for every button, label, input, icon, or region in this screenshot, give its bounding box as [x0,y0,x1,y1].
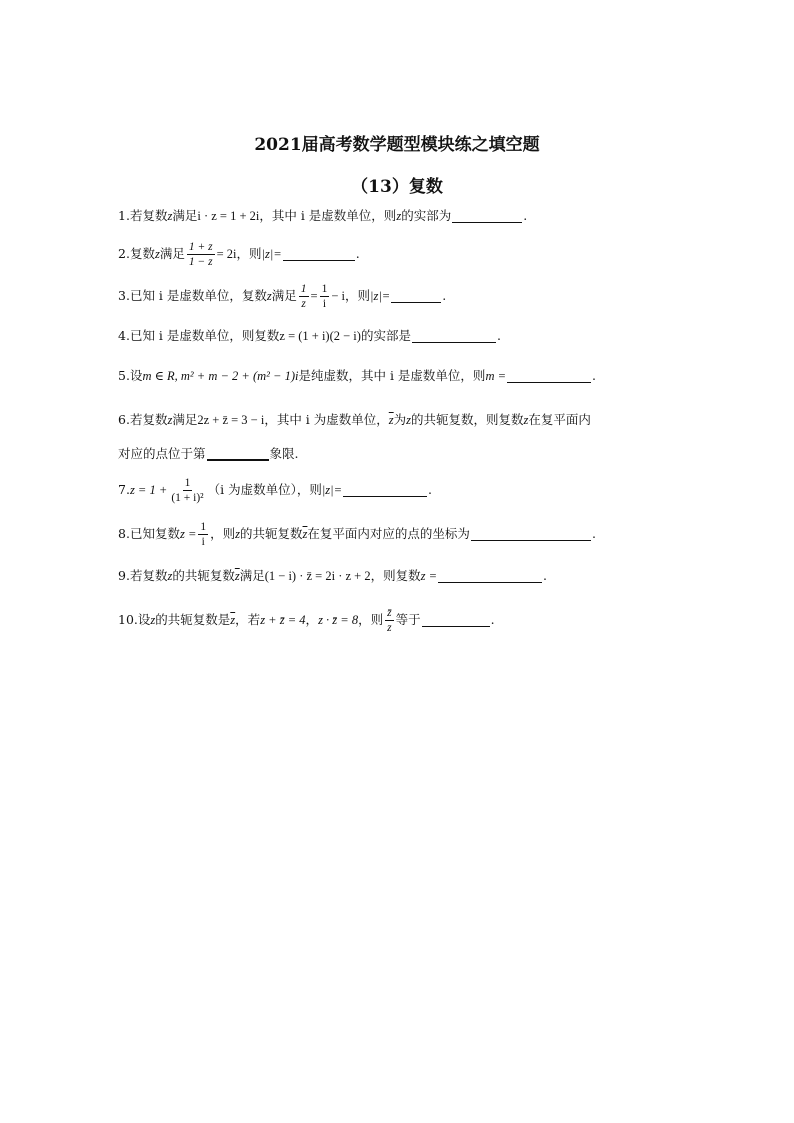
answer-blank[interactable] [412,328,496,343]
answer-blank[interactable] [207,445,269,461]
fraction: $\frac{1}{\text{(1 + i)²}}$ [171,477,204,504]
question-1: 1.若复数z满足i · z = 1 + 2i，其中 i 是虚数单位，则z的实部为 . [118,208,528,223]
fraction: $\frac{1}{z}$ [300,283,307,310]
question-10: 10.设z的共轭复数是$\overline{z}$，若z + z̄ = 4，z · z̄ = 8，则 $\frac{z̄}{z}$ 等于 . [118,607,495,634]
answer-blank[interactable] [438,568,542,583]
fraction: $\frac{1 + z}{1 - z}$ [188,241,213,268]
question-3: 3.已知 i 是虚数单位，复数z满足 $\frac{1}{z}$ = $\frac{1}{i}$ − i，则|z|= . [118,283,447,310]
page-title: 2021届高考数学题型模块练之填空题 [254,135,540,155]
question-5: 5.设m ∈ R, m² + m − 2 + (m² − 1)i是纯虚数，其中 i 是虚数单位，则m = . [118,368,597,383]
answer-blank[interactable] [391,288,441,303]
fraction: $\frac{1}{i}$ [200,521,207,548]
question-9: 9.若复数z的共轭复数$\overline{z}$满足(1 − i) · z̄ = 2i · z + 2，则复数z = . [118,568,548,583]
fraction: $\frac{z̄}{z}$ [387,607,392,634]
question-8: 8.已知复数z = $\frac{1}{i}$ ，则z的共轭复数$\overline{z}$在复平面内对应的点的坐标为 . [118,521,596,548]
answer-blank[interactable] [471,526,591,541]
answer-blank[interactable] [283,246,355,261]
fraction: $\frac{1}{i}$ [321,283,328,310]
question-2: 2.复数z满足 $\frac{1 + z}{1 - z}$ = 2i，则|z|= . [118,241,360,268]
answer-blank[interactable] [452,208,522,223]
question-4: 4.已知 i 是虚数单位，则复数z = (1 + i)(2 − i)的实部是 . [118,328,501,343]
answer-blank[interactable] [422,612,490,627]
answer-blank[interactable] [507,368,591,383]
answer-blank[interactable] [343,482,427,497]
question-7: 7.z = 1 + $\frac{1}{\text{(1 + i)²}}$ （i 为虚数单位），则|z|= . [118,477,433,504]
page-subtitle: （13）复数 [351,177,443,197]
question-6-line-2: 对应的点位于第 象限. [118,446,299,461]
question-6: 6.若复数z满足2z + z̄ = 3 − i，其中 i 为虚数单位，$\overline{z}$为z的共轭复数，则复数z在复平面内 [118,412,591,427]
